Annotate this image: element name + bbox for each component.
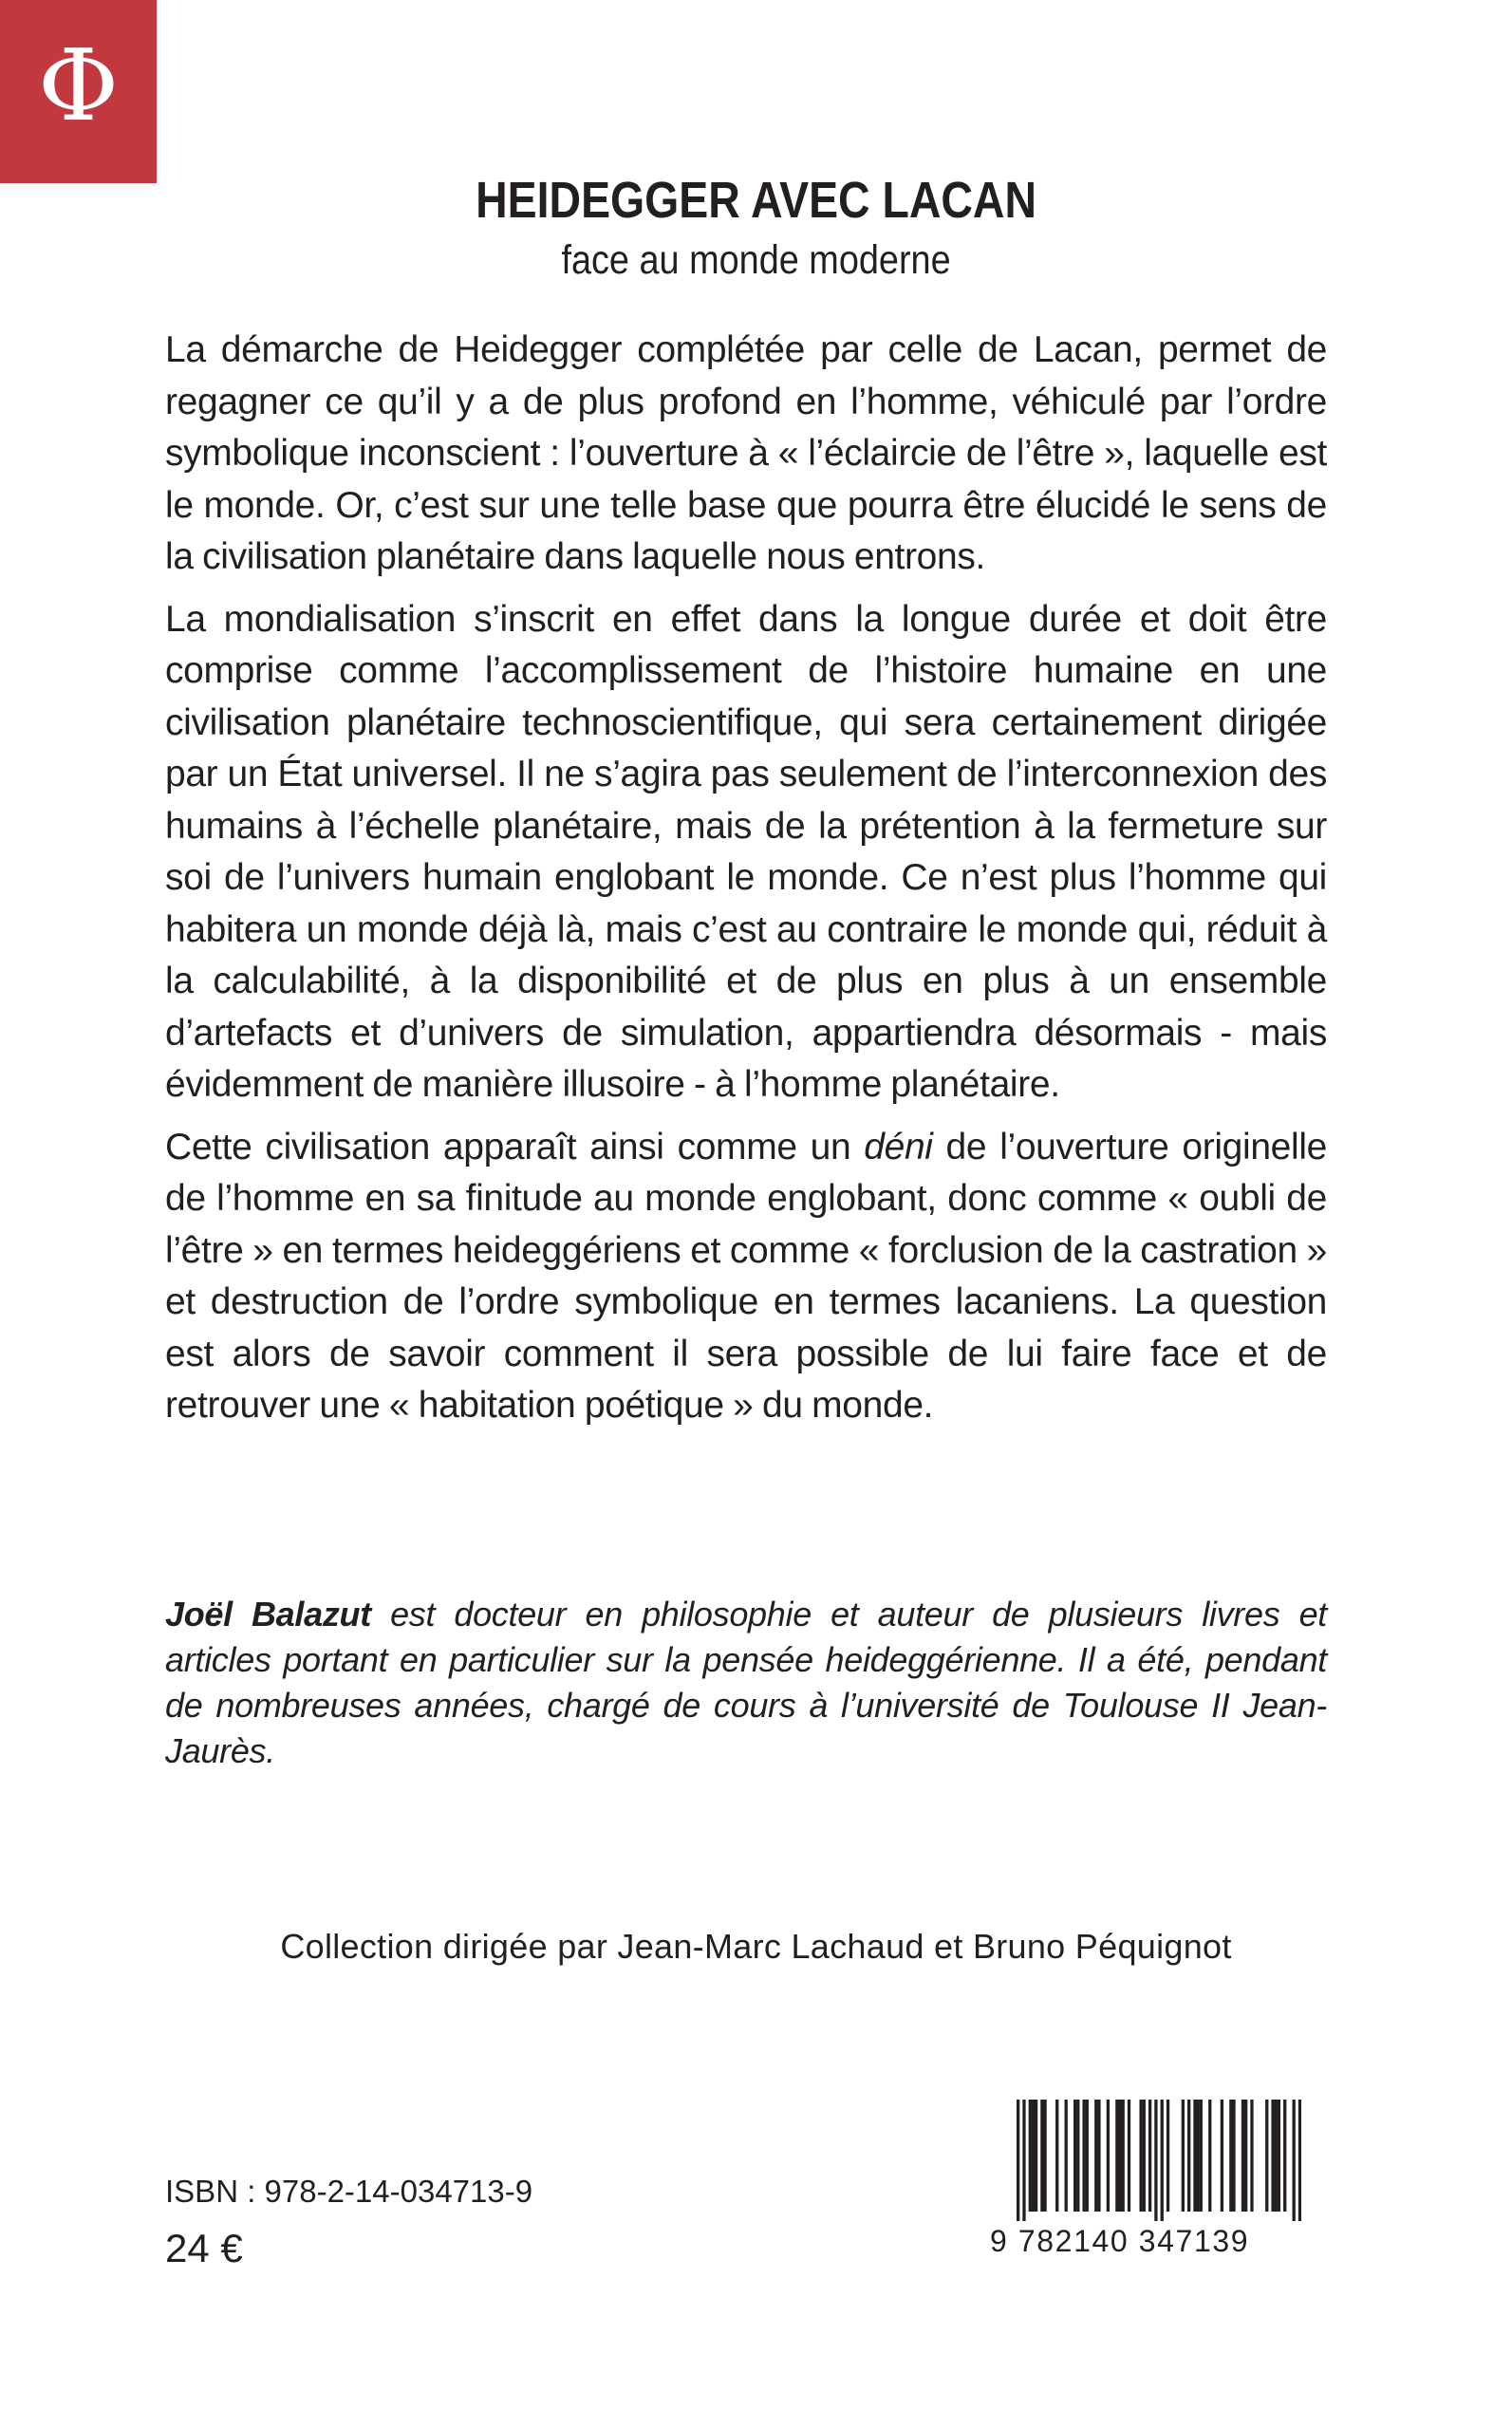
blurb	[165, 325, 1327, 1443]
barcode-bar	[1265, 2100, 1268, 2212]
barcode-bar	[1122, 2100, 1125, 2212]
barcode-bar	[1278, 2100, 1280, 2212]
barcode-bar	[1040, 2100, 1043, 2212]
barcode-bar	[1029, 2100, 1032, 2212]
barcode-bar	[1283, 2100, 1286, 2212]
barcode-bar	[1022, 2100, 1025, 2221]
barcode-bar	[1187, 2100, 1190, 2212]
barcode-bar	[1229, 2100, 1232, 2212]
barcode-bars	[1017, 2100, 1301, 2221]
barcode-bar	[1055, 2100, 1058, 2212]
isbn: ISBN : 978-2-14-034713-9	[165, 2174, 533, 2209]
barcode-bar	[1250, 2100, 1253, 2212]
barcode-bar	[1107, 2100, 1110, 2212]
barcode-bar	[1073, 2100, 1076, 2212]
blurb-emphasis: déni	[864, 1126, 933, 1167]
barcode-bar	[1128, 2100, 1130, 2212]
barcode-bar	[1293, 2100, 1296, 2221]
barcode-bar	[1086, 2100, 1089, 2212]
blurb-paragraph-3-end: de l’ouverture originelle de l’homme en sa finitude au monde englobant, donc comme « oubli de l’être » en termes heideggériens et comme « forclusion de la castration » et destruction de l’ordre symbolique en termes lacaniens. La question est alors de savoir comment il sera possible de lui faire face et de retrouver une « habitation poétique » du monde.	[165, 1126, 1327, 1426]
barcode-bar	[1221, 2100, 1223, 2212]
blurb-paragraph-2: La mondialisation s’inscrit en effet dans la longue durée et doit être comprise comme l’accomplissement de l’histoire humaine en une civilisation planétaire technoscientifique, qui sera certainement dirigée par un État universel. Il ne s’agira pas seulement de l’interconnexion des humains à l’échelle planétaire, mais de la prétention à la fermeture sur soi de l’univers humain englobant le monde. Ce n’est plus l’homme qui habitera un monde déjà là, mais c’est au contraire le monde qui, réduit à la calculabilité, à la disponibilité et de plus en plus à un ensemble d’artefacts et d’univers de simulation, appartiendra désormais - mais évidemment de manière illusoire - à l’homme planétaire.	[165, 598, 1327, 1105]
barcode-bar	[1167, 2100, 1169, 2212]
author-bio	[165, 1592, 1327, 1774]
author-bio-text: est docteur en philosophie et auteur de plusieurs livres et articles portant en particulier sur la pensée heideggérienne. Il a été, pendant de nombreuses années, chargé de cours à l’université de Toulouse II Jean-Jaurès.	[165, 1595, 1327, 1770]
barcode-bar	[1161, 2100, 1164, 2221]
barcode-bar	[1148, 2100, 1151, 2212]
barcode-bar	[1271, 2100, 1274, 2212]
barcode-bar	[1232, 2100, 1235, 2212]
phi-logo-icon: Φ	[37, 27, 120, 143]
barcode-bar	[1118, 2100, 1121, 2212]
price: 24 €	[165, 2226, 243, 2270]
barcode-bar	[1196, 2100, 1199, 2212]
barcode-bar	[1275, 2100, 1278, 2212]
barcode	[990, 2088, 1327, 2278]
barcode-bar	[1208, 2100, 1211, 2212]
book-title: HEIDEGGER AVEC LACAN	[476, 172, 1037, 229]
barcode-bar	[1032, 2100, 1035, 2212]
blurb-paragraph-3	[165, 1122, 1327, 1432]
barcode-bar	[1097, 2100, 1100, 2212]
book-subtitle: face au monde moderne	[561, 237, 951, 283]
barcode-bar	[1115, 2100, 1118, 2212]
barcode-bar	[1298, 2100, 1301, 2221]
barcode-bar	[1182, 2100, 1185, 2212]
barcode-bar	[1065, 2100, 1068, 2212]
blurb-paragraph-3-start: Cette civilisation apparaît ainsi comme un	[165, 1126, 865, 1167]
author-name: Joël Balazut	[165, 1595, 371, 1634]
barcode-bar	[1241, 2100, 1244, 2212]
blurb-paragraph-1: La démarche de Heidegger complétée par celle de Lacan, permet de regagner ce qu’il y a de plus profond en l’homme, véhiculé par l’ordre symbolique inconscient : l’ouverture à « l’éclaircie de l’être », laquelle est le monde. Or, c’est sur une telle base que pourra être élucidé le sens de la civilisation planétaire dans laquelle nous entrons.	[165, 329, 1327, 577]
barcode-digits: 9 782140 347139	[990, 2224, 1250, 2258]
collection-credit: Collection dirigée par Jean-Marc Lachaud et Bruno Péquignot	[280, 1927, 1232, 1966]
barcode-bar	[1139, 2100, 1142, 2212]
barcode-bar	[1035, 2100, 1037, 2212]
barcode-bar	[1094, 2100, 1097, 2212]
barcode-bar	[1017, 2100, 1019, 2221]
barcode-bar	[1143, 2100, 1146, 2212]
barcode-bar	[1193, 2100, 1196, 2212]
barcode-bar	[1043, 2100, 1046, 2212]
barcode-bar	[1154, 2100, 1157, 2221]
barcode-bar	[1244, 2100, 1247, 2212]
barcode-bar	[1082, 2100, 1085, 2212]
barcode-bar	[1200, 2100, 1203, 2212]
publisher-logo	[0, 0, 157, 183]
barcode-bar	[1076, 2100, 1079, 2212]
